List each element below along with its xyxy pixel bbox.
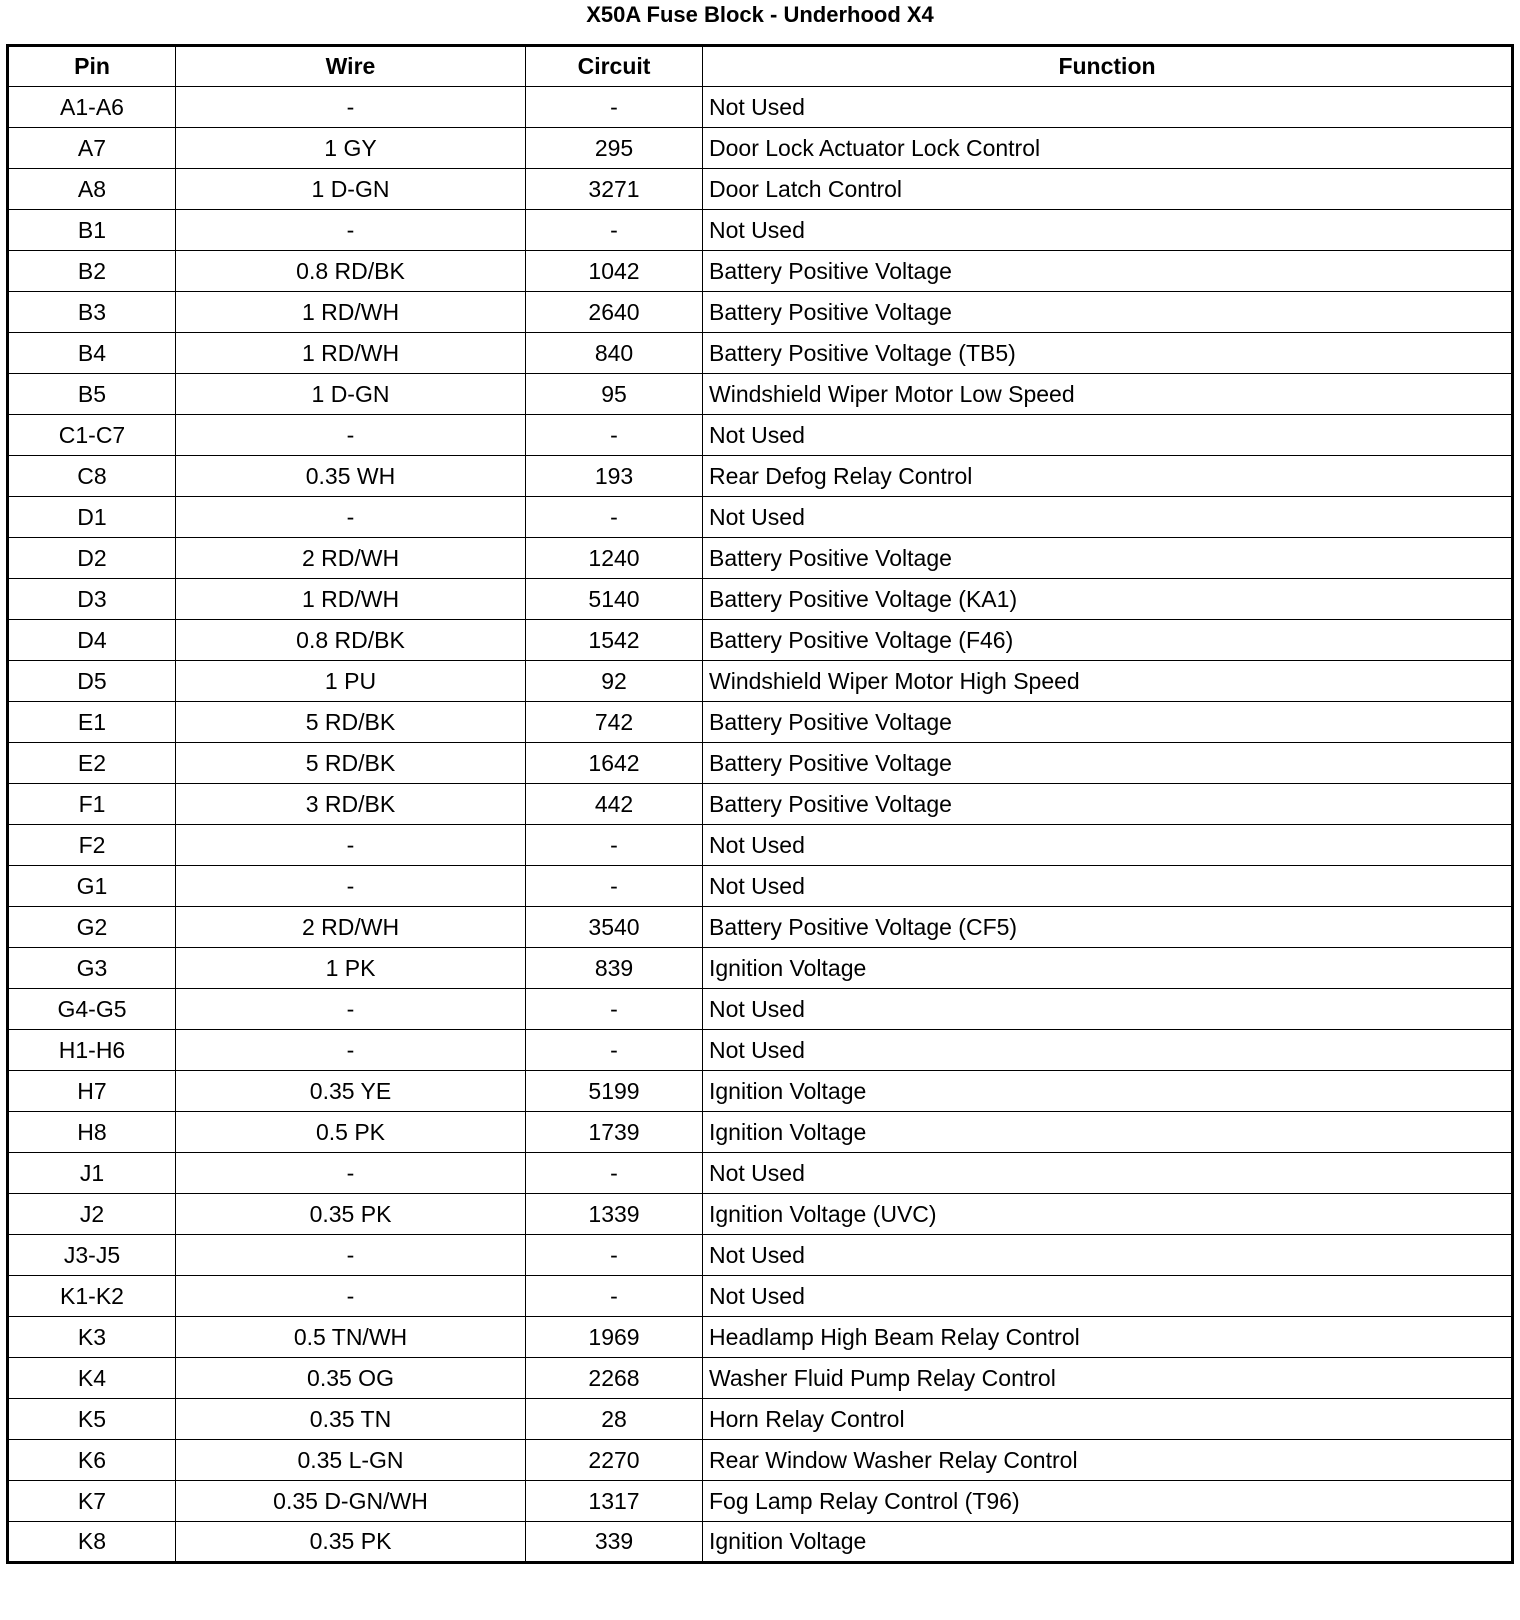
column-header-function: Function: [703, 46, 1513, 87]
wire-cell: 2 RD/WH: [176, 907, 526, 948]
circuit-cell: 92: [526, 661, 703, 702]
circuit-cell: 339: [526, 1522, 703, 1563]
wire-cell: 1 PU: [176, 661, 526, 702]
function-cell: Rear Window Washer Relay Control: [703, 1440, 1513, 1481]
circuit-cell: 1642: [526, 743, 703, 784]
function-cell: Not Used: [703, 866, 1513, 907]
pin-cell: A8: [8, 169, 176, 210]
pin-cell: B5: [8, 374, 176, 415]
column-header-pin: Pin: [8, 46, 176, 87]
pin-cell: G2: [8, 907, 176, 948]
function-cell: Not Used: [703, 210, 1513, 251]
function-cell: Headlamp High Beam Relay Control: [703, 1317, 1513, 1358]
circuit-cell: 1739: [526, 1112, 703, 1153]
table-row: [8, 661, 1513, 702]
wire-cell: 0.35 WH: [176, 456, 526, 497]
pin-cell: B1: [8, 210, 176, 251]
circuit-cell: 1969: [526, 1317, 703, 1358]
pin-cell: F2: [8, 825, 176, 866]
circuit-cell: -: [526, 497, 703, 538]
circuit-cell: 2270: [526, 1440, 703, 1481]
function-cell: Not Used: [703, 1030, 1513, 1071]
function-cell: Not Used: [703, 1235, 1513, 1276]
pin-cell: E2: [8, 743, 176, 784]
table-row: [8, 210, 1513, 251]
circuit-cell: 5199: [526, 1071, 703, 1112]
pin-cell: C8: [8, 456, 176, 497]
circuit-cell: 193: [526, 456, 703, 497]
table-row: [8, 1522, 1513, 1563]
wire-cell: 1 GY: [176, 128, 526, 169]
wire-cell: 0.5 TN/WH: [176, 1317, 526, 1358]
wire-cell: 0.35 L-GN: [176, 1440, 526, 1481]
pin-cell: J1: [8, 1153, 176, 1194]
pin-cell: B2: [8, 251, 176, 292]
circuit-cell: 1240: [526, 538, 703, 579]
wire-cell: 2 RD/WH: [176, 538, 526, 579]
function-cell: Battery Positive Voltage (TB5): [703, 333, 1513, 374]
circuit-cell: -: [526, 87, 703, 128]
column-header-wire: Wire: [176, 46, 526, 87]
wire-cell: 0.8 RD/BK: [176, 251, 526, 292]
wire-cell: 0.35 OG: [176, 1358, 526, 1399]
wire-cell: -: [176, 1153, 526, 1194]
table-row: [8, 1358, 1513, 1399]
wire-cell: 0.35 YE: [176, 1071, 526, 1112]
pin-cell: F1: [8, 784, 176, 825]
pin-cell: D1: [8, 497, 176, 538]
table-row: [8, 456, 1513, 497]
wire-cell: 0.5 PK: [176, 1112, 526, 1153]
table-row: [8, 620, 1513, 661]
wire-cell: -: [176, 1030, 526, 1071]
table-row: [8, 333, 1513, 374]
circuit-cell: -: [526, 1235, 703, 1276]
pin-cell: H8: [8, 1112, 176, 1153]
pin-cell: B4: [8, 333, 176, 374]
function-cell: Horn Relay Control: [703, 1399, 1513, 1440]
wire-cell: 0.35 D-GN/WH: [176, 1481, 526, 1522]
pin-cell: J3-J5: [8, 1235, 176, 1276]
pin-cell: K8: [8, 1522, 176, 1563]
circuit-cell: 1542: [526, 620, 703, 661]
table-row: [8, 948, 1513, 989]
circuit-cell: 3540: [526, 907, 703, 948]
function-cell: Battery Positive Voltage: [703, 784, 1513, 825]
wire-cell: -: [176, 87, 526, 128]
table-row: [8, 1399, 1513, 1440]
circuit-cell: -: [526, 989, 703, 1030]
wire-cell: 1 D-GN: [176, 374, 526, 415]
function-cell: Rear Defog Relay Control: [703, 456, 1513, 497]
function-cell: Ignition Voltage: [703, 1071, 1513, 1112]
pin-cell: K5: [8, 1399, 176, 1440]
function-cell: Ignition Voltage: [703, 948, 1513, 989]
function-cell: Ignition Voltage: [703, 1112, 1513, 1153]
circuit-cell: 28: [526, 1399, 703, 1440]
wire-cell: 0.35 TN: [176, 1399, 526, 1440]
circuit-cell: 95: [526, 374, 703, 415]
circuit-cell: 5140: [526, 579, 703, 620]
circuit-cell: -: [526, 1153, 703, 1194]
pin-cell: C1-C7: [8, 415, 176, 456]
function-cell: Not Used: [703, 87, 1513, 128]
table-row: [8, 1440, 1513, 1481]
pin-cell: A1-A6: [8, 87, 176, 128]
pin-cell: G4-G5: [8, 989, 176, 1030]
circuit-cell: 2640: [526, 292, 703, 333]
wire-cell: -: [176, 1235, 526, 1276]
wire-cell: -: [176, 989, 526, 1030]
function-cell: Door Lock Actuator Lock Control: [703, 128, 1513, 169]
wire-cell: 5 RD/BK: [176, 743, 526, 784]
function-cell: Battery Positive Voltage: [703, 251, 1513, 292]
table-row: [8, 1481, 1513, 1522]
circuit-cell: 839: [526, 948, 703, 989]
wire-cell: 0.35 PK: [176, 1522, 526, 1563]
circuit-cell: -: [526, 866, 703, 907]
circuit-cell: 742: [526, 702, 703, 743]
circuit-cell: -: [526, 825, 703, 866]
function-cell: Ignition Voltage: [703, 1522, 1513, 1563]
circuit-cell: 295: [526, 128, 703, 169]
table-row: [8, 907, 1513, 948]
table-row: [8, 1153, 1513, 1194]
pin-cell: E1: [8, 702, 176, 743]
wire-cell: 0.8 RD/BK: [176, 620, 526, 661]
circuit-cell: 1317: [526, 1481, 703, 1522]
pin-cell: D3: [8, 579, 176, 620]
function-cell: Fog Lamp Relay Control (T96): [703, 1481, 1513, 1522]
pin-cell: K4: [8, 1358, 176, 1399]
wire-cell: 0.35 PK: [176, 1194, 526, 1235]
wire-cell: -: [176, 415, 526, 456]
pin-cell: K1-K2: [8, 1276, 176, 1317]
pin-cell: D5: [8, 661, 176, 702]
pin-cell: H1-H6: [8, 1030, 176, 1071]
wire-cell: 1 PK: [176, 948, 526, 989]
wire-cell: -: [176, 1276, 526, 1317]
table-row: [8, 1071, 1513, 1112]
function-cell: Not Used: [703, 497, 1513, 538]
table-row: [8, 292, 1513, 333]
pin-cell: K3: [8, 1317, 176, 1358]
wire-cell: 1 RD/WH: [176, 579, 526, 620]
function-cell: Not Used: [703, 415, 1513, 456]
function-cell: Door Latch Control: [703, 169, 1513, 210]
pin-cell: A7: [8, 128, 176, 169]
function-cell: Battery Positive Voltage: [703, 743, 1513, 784]
table-row: [8, 1030, 1513, 1071]
function-cell: Not Used: [703, 1153, 1513, 1194]
table-row: [8, 989, 1513, 1030]
wire-cell: 1 RD/WH: [176, 333, 526, 374]
wire-cell: -: [176, 210, 526, 251]
table-row: [8, 825, 1513, 866]
function-cell: Not Used: [703, 1276, 1513, 1317]
table-header-row: [8, 46, 1513, 87]
table-row: [8, 702, 1513, 743]
table-row: [8, 128, 1513, 169]
circuit-cell: 1042: [526, 251, 703, 292]
table-row: [8, 579, 1513, 620]
table-row: [8, 743, 1513, 784]
table-row: [8, 1276, 1513, 1317]
wire-cell: 1 RD/WH: [176, 292, 526, 333]
table-row: [8, 1235, 1513, 1276]
function-cell: Battery Positive Voltage: [703, 538, 1513, 579]
function-cell: Windshield Wiper Motor High Speed: [703, 661, 1513, 702]
table-row: [8, 1112, 1513, 1153]
table-row: [8, 784, 1513, 825]
table-row: [8, 374, 1513, 415]
table-row: [8, 251, 1513, 292]
function-cell: Ignition Voltage (UVC): [703, 1194, 1513, 1235]
function-cell: Battery Positive Voltage: [703, 292, 1513, 333]
circuit-cell: 442: [526, 784, 703, 825]
function-cell: Battery Positive Voltage (KA1): [703, 579, 1513, 620]
pin-cell: K7: [8, 1481, 176, 1522]
column-header-circuit: Circuit: [526, 46, 703, 87]
circuit-cell: -: [526, 1276, 703, 1317]
pin-cell: G3: [8, 948, 176, 989]
circuit-cell: -: [526, 210, 703, 251]
table-row: [8, 1317, 1513, 1358]
pin-cell: G1: [8, 866, 176, 907]
pin-cell: B3: [8, 292, 176, 333]
table-row: [8, 538, 1513, 579]
circuit-cell: -: [526, 415, 703, 456]
table-row: [8, 169, 1513, 210]
table-row: [8, 1194, 1513, 1235]
wire-cell: 5 RD/BK: [176, 702, 526, 743]
wire-cell: -: [176, 497, 526, 538]
function-cell: Washer Fluid Pump Relay Control: [703, 1358, 1513, 1399]
pin-cell: D4: [8, 620, 176, 661]
function-cell: Battery Positive Voltage (CF5): [703, 907, 1513, 948]
circuit-cell: -: [526, 1030, 703, 1071]
table-row: [8, 497, 1513, 538]
function-cell: Battery Positive Voltage: [703, 702, 1513, 743]
table-body: [8, 87, 1513, 1563]
circuit-cell: 840: [526, 333, 703, 374]
wire-cell: -: [176, 866, 526, 907]
function-cell: Battery Positive Voltage (F46): [703, 620, 1513, 661]
connector-pinout-table: [6, 44, 1514, 1564]
pin-cell: H7: [8, 1071, 176, 1112]
circuit-cell: 1339: [526, 1194, 703, 1235]
pin-cell: K6: [8, 1440, 176, 1481]
table-row: [8, 866, 1513, 907]
circuit-cell: 3271: [526, 169, 703, 210]
function-cell: Not Used: [703, 989, 1513, 1030]
wire-cell: 1 D-GN: [176, 169, 526, 210]
table-row: [8, 87, 1513, 128]
page-title: X50A Fuse Block - Underhood X4: [586, 2, 934, 27]
wire-cell: 3 RD/BK: [176, 784, 526, 825]
pin-cell: J2: [8, 1194, 176, 1235]
function-cell: Windshield Wiper Motor Low Speed: [703, 374, 1513, 415]
table-row: [8, 415, 1513, 456]
pin-cell: D2: [8, 538, 176, 579]
function-cell: Not Used: [703, 825, 1513, 866]
wire-cell: -: [176, 825, 526, 866]
circuit-cell: 2268: [526, 1358, 703, 1399]
